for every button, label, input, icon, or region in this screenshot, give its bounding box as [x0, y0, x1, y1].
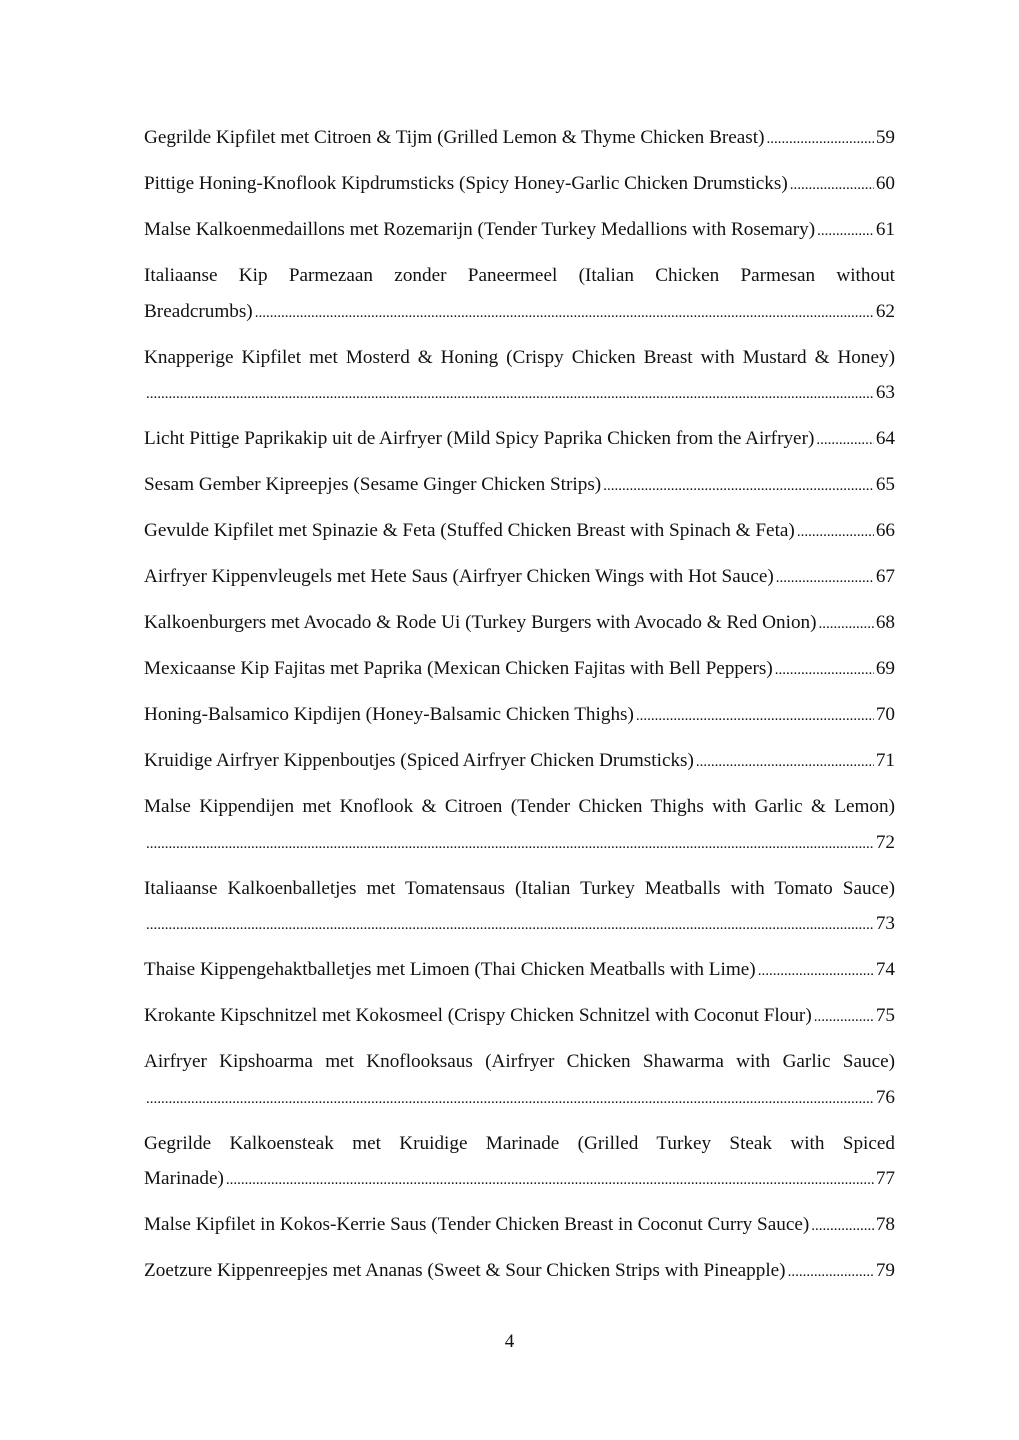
- toc-leader: [636, 697, 874, 735]
- toc-entry-title: Honing-Balsamico Kipdijen (Honey-Balsamic Chicken Thighs): [144, 704, 634, 725]
- toc-page-number: 71: [875, 750, 895, 771]
- toc-leader: [146, 825, 874, 863]
- toc-entry[interactable]: [144, 952, 895, 990]
- toc-leader: [816, 421, 873, 459]
- toc-entry[interactable]: [144, 559, 895, 597]
- toc-page-number: 76: [875, 1086, 895, 1108]
- toc-page-number: 70: [875, 704, 895, 725]
- toc-entry-title: Krokante Kipschnitzel met Kokosmeel (Crispy Chicken Schnitzel with Coconut Flour): [144, 1005, 812, 1026]
- toc-leader: [603, 467, 874, 505]
- toc-entry[interactable]: [144, 998, 895, 1036]
- toc-leader: [817, 212, 874, 250]
- toc-leader: [775, 651, 874, 689]
- toc-leader: [814, 998, 874, 1036]
- toc-entry[interactable]: [144, 1126, 895, 1199]
- toc-leader: [766, 120, 873, 158]
- toc-page-number: 72: [875, 831, 895, 853]
- toc-entry-title-line1: Malse Kippendijen met Knoflook & Citroen (Tender Chicken Thighs with Garlic & Lemon): [144, 796, 895, 817]
- table-of-contents: [144, 120, 895, 1299]
- toc-entry[interactable]: [144, 421, 895, 459]
- toc-leader: [758, 952, 874, 990]
- toc-entry-title: Mexicaanse Kip Fajitas met Paprika (Mexican Chicken Fajitas with Bell Peppers): [144, 658, 773, 679]
- toc-entry-title: Kruidige Airfryer Kippenboutjes (Spiced Airfryer Chicken Drumsticks): [144, 750, 694, 771]
- toc-leader: [696, 743, 874, 781]
- toc-page-number: 74: [875, 959, 895, 980]
- toc-entry-title: Airfryer Kippenvleugels met Hete Saus (Airfryer Chicken Wings with Hot Sauce): [144, 566, 774, 587]
- toc-page-number: 62: [875, 300, 895, 322]
- toc-entry-title-line1: Knapperige Kipfilet met Mosterd & Honing (Crispy Chicken Breast with Mustard & Honey): [144, 346, 895, 368]
- toc-leader: [811, 1207, 874, 1245]
- toc-page-number: 77: [875, 1168, 895, 1189]
- toc-entry-title: Gevulde Kipfilet met Spinazie & Feta (Stuffed Chicken Breast with Spinach & Feta): [144, 520, 795, 541]
- toc-entry[interactable]: [144, 605, 895, 643]
- toc-entry[interactable]: [144, 258, 895, 331]
- toc-page-number: 63: [875, 382, 895, 403]
- toc-page-number: 65: [875, 474, 895, 495]
- toc-leader: [146, 375, 874, 413]
- toc-entry-title: Licht Pittige Paprikakip uit de Airfryer (Mild Spicy Paprika Chicken from the Airfryer): [144, 428, 815, 449]
- toc-entry[interactable]: [144, 743, 895, 781]
- toc-entry[interactable]: [144, 340, 895, 413]
- toc-leader: [146, 906, 874, 944]
- toc-entry[interactable]: [144, 871, 895, 944]
- toc-entry-title-line1: Airfryer Kipshoarma met Knoflooksaus (Airfryer Chicken Shawarma with Garlic Sauce): [144, 1051, 895, 1072]
- toc-entry[interactable]: [144, 467, 895, 505]
- toc-entry[interactable]: [144, 120, 895, 158]
- toc-page-number: 61: [875, 219, 895, 240]
- toc-page-number: 69: [875, 658, 895, 679]
- toc-entry-title: Gegrilde Kipfilet met Citroen & Tijm (Grilled Lemon & Thyme Chicken Breast): [144, 127, 765, 148]
- toc-entry[interactable]: [144, 697, 895, 735]
- toc-page-number: 60: [875, 173, 895, 194]
- toc-leader: [788, 1253, 874, 1291]
- toc-leader: [146, 1080, 874, 1118]
- toc-leader: [790, 166, 874, 204]
- toc-page-number: 78: [875, 1214, 895, 1235]
- toc-entry-title: Sesam Gember Kipreepjes (Sesame Ginger Chicken Strips): [144, 474, 602, 495]
- toc-entry[interactable]: [144, 1044, 895, 1117]
- page-number: 4: [504, 1331, 515, 1352]
- toc-entry-title: Thaise Kippengehaktballetjes met Limoen (Thai Chicken Meatballs with Lime): [144, 959, 756, 980]
- toc-page-number: 66: [875, 520, 895, 541]
- toc-leader: [797, 513, 874, 551]
- toc-entry[interactable]: [144, 513, 895, 551]
- toc-entry[interactable]: [144, 212, 895, 250]
- toc-entry-title: Malse Kalkoenmedaillons met Rozemarijn (Tender Turkey Medallions with Rosemary): [144, 219, 816, 240]
- toc-entry-title-line1: Italiaanse Kip Parmezaan zonder Paneermeel (Italian Chicken Parmesan without: [144, 265, 895, 286]
- toc-page-number: 59: [875, 127, 895, 148]
- toc-page-number: 79: [875, 1260, 895, 1281]
- toc-page-number: 75: [875, 1005, 895, 1026]
- toc-entry-title-line2: Marinade): [144, 1168, 224, 1189]
- toc-entry-title: Pittige Honing-Knoflook Kipdrumsticks (Spicy Honey-Garlic Chicken Drumsticks): [144, 173, 788, 194]
- toc-entry[interactable]: [144, 1207, 895, 1245]
- toc-page-number: 73: [875, 913, 895, 934]
- toc-entry-title: Malse Kipfilet in Kokos-Kerrie Saus (Tender Chicken Breast in Coconut Curry Sauce): [144, 1214, 810, 1235]
- toc-entry-title-line1: Italiaanse Kalkoenballetjes met Tomatensaus (Italian Turkey Meatballs with Tomato Sauce): [144, 877, 895, 899]
- toc-entry[interactable]: [144, 1253, 895, 1291]
- toc-page-number: 64: [875, 428, 895, 449]
- toc-entry[interactable]: [144, 789, 895, 862]
- toc-entry-title: Kalkoenburgers met Avocado & Rode Ui (Turkey Burgers with Avocado & Red Onion): [144, 612, 817, 633]
- toc-leader: [255, 294, 874, 332]
- toc-leader: [776, 559, 874, 597]
- toc-entry-title-line2: Breadcrumbs): [144, 300, 253, 322]
- toc-page-number: 67: [875, 566, 895, 587]
- toc-entry[interactable]: [144, 166, 895, 204]
- toc-entry-title: Zoetzure Kippenreepjes met Ananas (Sweet & Sour Chicken Strips with Pineapple): [144, 1260, 786, 1281]
- toc-leader: [819, 605, 874, 643]
- toc-entry-title-line1: Gegrilde Kalkoensteak met Kruidige Marinade (Grilled Turkey Steak with Spiced: [144, 1132, 895, 1154]
- toc-page-number: 68: [875, 612, 895, 633]
- toc-entry[interactable]: [144, 651, 895, 689]
- toc-leader: [226, 1161, 874, 1199]
